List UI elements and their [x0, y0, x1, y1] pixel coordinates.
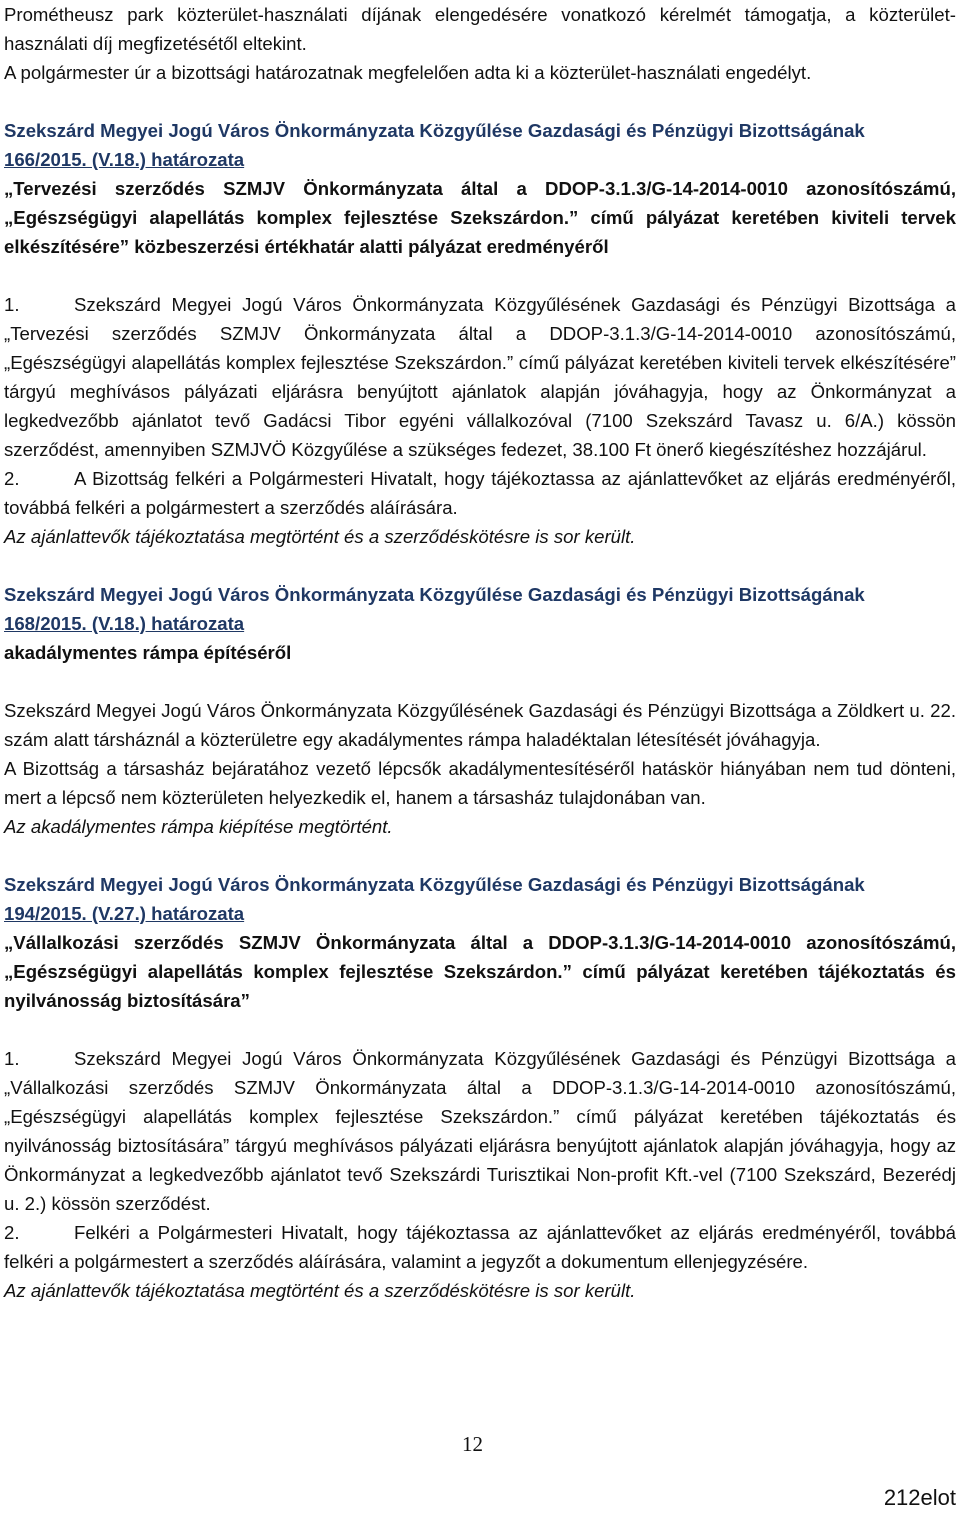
resolution-subject: „Vállalkozási szerződés SZMJV Önkormányzata által a DDOP-3.1.3/G-14-2014-0010 azonosítószámú, „Egészségügyi alapellátás komplex fejlesztése Szekszárdon.” című pályázat keretében tájékoztatás és nyilvánosság biztosítására” [4, 932, 956, 1011]
resolution-194 [4, 870, 956, 1305]
point-number: 1. [4, 1048, 20, 1069]
document-reference: 212elot [883, 1485, 956, 1510]
point-text: Felkéri a Polgármesteri Hivatalt, hogy tájékoztassa az ajánlattevőket az eljárás eredményéről, továbbá felkéri a polgármestert a szerződés aláírására, valamint a jegyzőt a dokumentum ellenjegyzésére. [4, 1222, 956, 1272]
point-text: Szekszárd Megyei Jogú Város Önkormányzata Közgyűlésének Gazdasági és Pénzügyi Bizottsága a „Vállalkozási szerződés SZMJV Önkormányzata által a DDOP-3.1.3/G-14-2014-0010 azonosítószámú, „Egészségügyi alapellátás komplex fejlesztése Szekszárdon.” című pályázat keretében tájékoztatás és nyilvánosság biztosítására” tárgyú meghívásos pályázati eljárásra benyújtott ajánlatok alapján jóváhagyja, hogy az Önkormányzat a legkedvezőbb ajánlatot tevő Szekszárdi Turisztikai Non-profit Kft.-vel (7100 Szekszárd, Bezerédj u. 2.) kössön szerződést. [4, 1048, 956, 1214]
resolution-point [4, 290, 956, 464]
resolution-point [4, 464, 956, 522]
resolution-subject: „Tervezési szerződés SZMJV Önkormányzata által a DDOP-3.1.3/G-14-2014-0010 azonosítószámú, „Egészségügyi alapellátás komplex fejlesztése Szekszárdon.” című pályázat keretében kiviteli tervek elkészítésére” közbeszerzési értékhatár alatti pályázat eredményéről [4, 178, 956, 257]
page-number: 12 [462, 1432, 483, 1456]
point-number: 2. [4, 1222, 20, 1243]
resolution-number: 166/2015. (V.18.) határozata [4, 149, 245, 170]
resolution-heading: Szekszárd Megyei Jogú Város Önkormányzata Közgyűlése Gazdasági és Pénzügyi Bizottságának [4, 120, 865, 141]
intro-paragraph: Prométheusz park közterület-használati díjának elengedésére vonatkozó kérelmét támogatja, a közterület-használati díj megfizetésétől eltekint. [4, 4, 956, 54]
resolution-note: Az akadálymentes rámpa kiépítése megtörtént. [4, 816, 393, 837]
resolution-heading: Szekszárd Megyei Jogú Város Önkormányzata Közgyűlése Gazdasági és Pénzügyi Bizottságának [4, 874, 865, 895]
resolution-note: Az ajánlattevők tájékoztatása megtörtént és a szerződéskötésre is sor került. [4, 526, 636, 547]
point-text: Szekszárd Megyei Jogú Város Önkormányzata Közgyűlésének Gazdasági és Pénzügyi Bizottsága a „Tervezési szerződés SZMJV Önkormányzata által a DDOP-3.1.3/G-14-2014-0010 azonosítószámú, „Egészségügyi alapellátás komplex fejlesztése Szekszárdon.” című pályázat keretében kiviteli tervek elkészítésére” tárgyú meghívásos pályázati eljárásra benyújtott ajánlatok alapján jóváhagyja, hogy az Önkormányzat a legkedvezőbb ajánlatot tevő Gadácsi Tibor egyéni vállalkozóval (7100 Szekszárd Tavasz u. 6/A.) kössön szerződést, amennyiben SZMJVÖ Közgyűlése a szükséges fedezet, 38.100 Ft önerő kiegészítéshez hozzájárul. [4, 294, 956, 460]
resolution-number: 168/2015. (V.18.) határozata [4, 613, 245, 634]
resolution-subject: akadálymentes rámpa építéséről [4, 642, 292, 663]
document-page [4, 0, 956, 1305]
intro-paragraph-2: A polgármester úr a bizottsági határozatnak megfelelően adta ki a közterület-használati engedélyt. [4, 62, 812, 83]
resolution-note: Az ajánlattevők tájékoztatása megtörtént és a szerződéskötésre is sor került. [4, 1280, 636, 1301]
resolution-paragraph-2: A Bizottság a társasház bejáratához vezető lépcsők akadálymentesítéséről hatáskör hiányában nem tud dönteni, mert a lépcső nem közterületen helyezkedik el, hanem a társasház tulajdonában van. [4, 758, 956, 808]
resolution-point [4, 1044, 956, 1218]
point-text: A Bizottság felkéri a Polgármesteri Hivatalt, hogy tájékoztassa az ajánlattevőket az eljárás eredményéről, továbbá felkéri a polgármestert a szerződés aláírására. [4, 468, 956, 518]
resolution-point [4, 1218, 956, 1276]
resolution-paragraph: Szekszárd Megyei Jogú Város Önkormányzata Közgyűlésének Gazdasági és Pénzügyi Bizottsága a Zöldkert u. 22. szám alatt társháznál a közterületre egy akadálymentes rámpa haladéktalan létesítését jóváhagyja. [4, 700, 956, 750]
resolution-heading: Szekszárd Megyei Jogú Város Önkormányzata Közgyűlése Gazdasági és Pénzügyi Bizottságának [4, 584, 865, 605]
resolution-166 [4, 116, 956, 551]
point-number: 1. [4, 294, 20, 315]
resolution-number: 194/2015. (V.27.) határozata [4, 903, 245, 924]
point-number: 2. [4, 468, 20, 489]
resolution-168 [4, 580, 956, 841]
